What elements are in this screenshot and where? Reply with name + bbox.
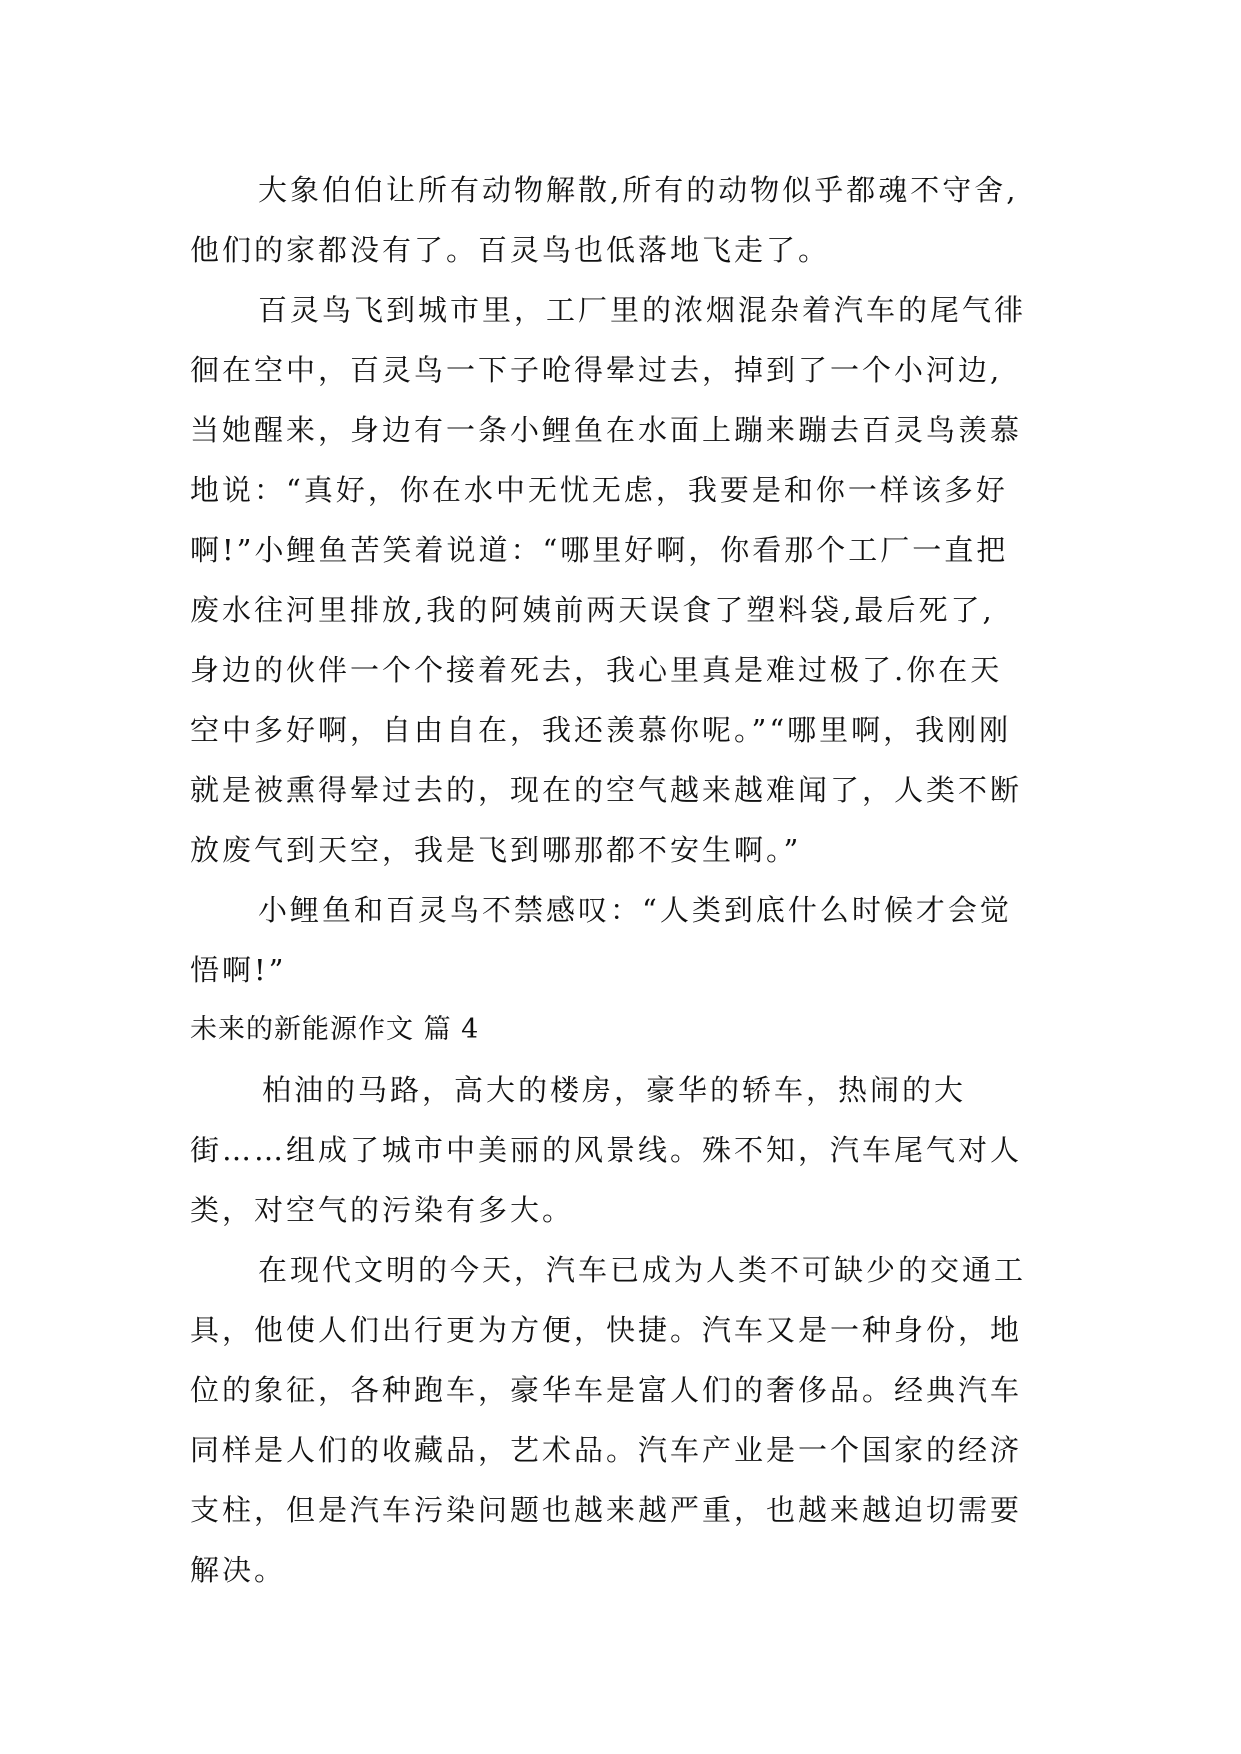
paragraph-line: 地说：“真好，你在水中无忧无虑，我要是和你一样该多好 — [190, 473, 1008, 507]
paragraph-line: 大象伯伯让所有动物解散,所有的动物似乎都魂不守舍, — [258, 173, 1019, 207]
paragraph-line: 位的象征，各种跑车，豪华车是富人们的奢侈品。经典汽车 — [190, 1373, 1023, 1407]
paragraph-line: 类，对空气的污染有多大。 — [190, 1193, 575, 1227]
paragraph-line: 啊!”小鲤鱼苦笑着说道：“哪里好啊，你看那个工厂一直把 — [190, 533, 1009, 567]
paragraph-line: 支柱，但是汽车污染问题也越来越严重，也越来越迫切需要 — [190, 1493, 1023, 1527]
paragraph-line: 解决。 — [190, 1553, 287, 1587]
paragraph-line: 小鲤鱼和百灵鸟不禁感叹：“人类到底什么时候才会觉 — [258, 893, 1012, 927]
paragraph-line: 当她醒来，身边有一条小鲤鱼在水面上蹦来蹦去百灵鸟羡慕 — [190, 413, 1023, 447]
paragraph-line: 放废气到天空，我是飞到哪那都不安生啊。” — [190, 833, 802, 867]
paragraph-line: 悟啊!” — [190, 953, 287, 987]
paragraph-line: 同样是人们的收藏品，艺术品。汽车产业是一个国家的经济 — [190, 1433, 1023, 1467]
document-page — [190, 160, 1050, 1600]
paragraph-line: 在现代文明的今天，汽车已成为人类不可缺少的交通工 — [258, 1253, 1027, 1287]
paragraph-line: 具，他使人们出行更为方便，快捷。汽车又是一种身份，地 — [190, 1313, 1023, 1347]
paragraph-line: 柏油的马路，高大的楼房，豪华的轿车，热闹的大 — [262, 1073, 967, 1107]
paragraph-line: 徊在空中，百灵鸟一下子呛得晕过去，掉到了一个小河边, — [190, 353, 1003, 387]
paragraph-line: 街……组成了城市中美丽的风景线。殊不知，汽车尾气对人 — [190, 1133, 1023, 1167]
paragraph-line: 百灵鸟飞到城市里，工厂里的浓烟混杂着汽车的尾气徘 — [258, 293, 1027, 327]
section-heading: 未来的新能源作文 篇 4 — [190, 1014, 480, 1045]
paragraph-line: 空中多好啊，自由自在，我还羡慕你呢。”“哪里啊，我刚刚 — [190, 713, 1012, 747]
paragraph-line: 废水往河里排放,我的阿姨前两天误食了塑料袋,最后死了, — [190, 593, 995, 627]
paragraph-line: 就是被熏得晕过去的，现在的空气越来越难闻了，人类不断 — [190, 773, 1023, 807]
paragraph-line: 身边的伙伴一个个接着死去，我心里真是难过极了.你在天 — [190, 653, 1003, 687]
paragraph-line: 他们的家都没有了。百灵鸟也低落地飞走了。 — [190, 233, 831, 267]
